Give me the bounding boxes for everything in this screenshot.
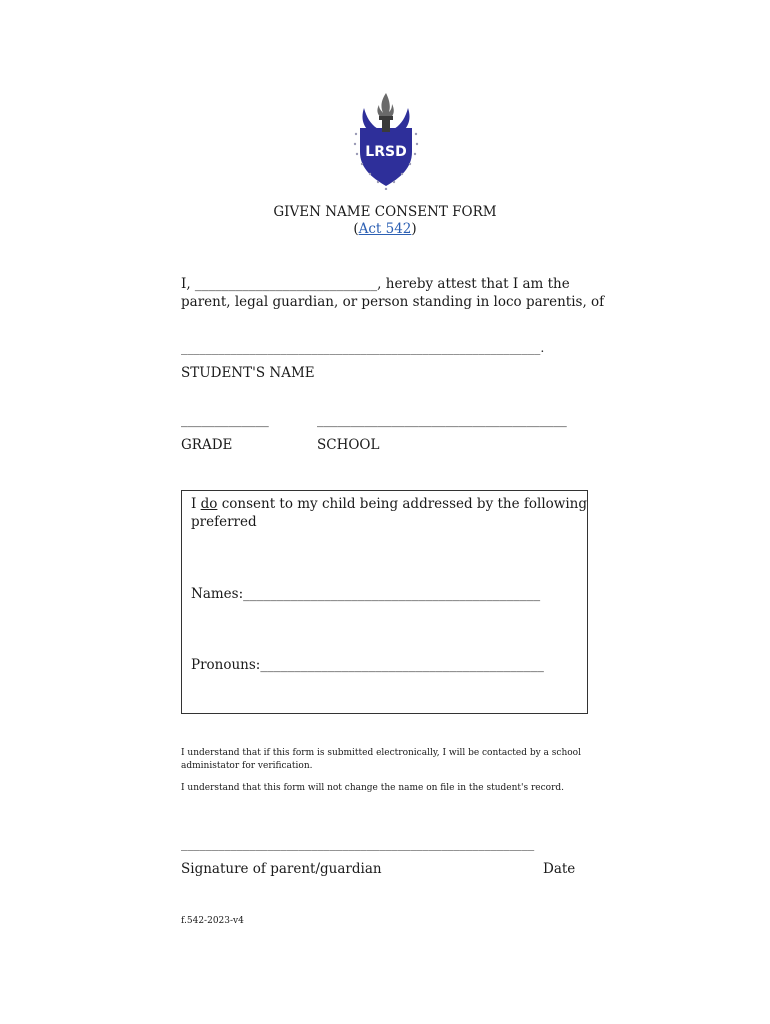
names-field[interactable]: Names:____________________________________________: [191, 586, 541, 602]
attest-line-1: I, ___________________________, hereby attest that I am the: [181, 276, 570, 292]
school-line[interactable]: _____________________________________: [317, 412, 567, 428]
pronouns-field[interactable]: Pronouns:__________________________________________: [191, 657, 544, 673]
date-label: Date: [543, 861, 576, 877]
form-title: GIVEN NAME CONSENT FORM: [273, 204, 497, 220]
grade-label: GRADE: [181, 437, 233, 453]
consent-line-1: I do consent to my child being addressed by the following: [191, 496, 587, 512]
note-line-3: I understand that this form will not change the name on file in the student's record.: [181, 783, 564, 793]
logo-text: LRSD: [365, 144, 407, 160]
flame-icon: [377, 93, 393, 120]
note-line-1: I understand that if this form is submitted electronically, I will be contacted by a school: [181, 748, 581, 758]
note-line-2: administator for verification.: [181, 761, 313, 771]
signature-label: Signature of parent/guardian: [181, 861, 382, 877]
torch-icon: [382, 118, 390, 132]
consent-line-2: preferred: [191, 514, 257, 530]
grade-line[interactable]: _____________: [181, 412, 269, 428]
form-code: f.542-2023-v4: [181, 916, 244, 926]
act-542-link[interactable]: Act 542: [358, 221, 412, 237]
consent-do-emphasis: do: [200, 496, 218, 512]
act-reference: (Act 542): [353, 221, 417, 237]
signature-line[interactable]: _________________________________________________________: [181, 836, 535, 851]
attest-line-2: parent, legal guardian, or person standing in loco parentis, of: [181, 294, 605, 310]
lrsd-logo: [350, 90, 422, 190]
student-name-line[interactable]: __________________________________________________________.: [181, 340, 545, 355]
school-label: SCHOOL: [317, 437, 380, 453]
student-name-label: STUDENT'S NAME: [181, 365, 315, 381]
